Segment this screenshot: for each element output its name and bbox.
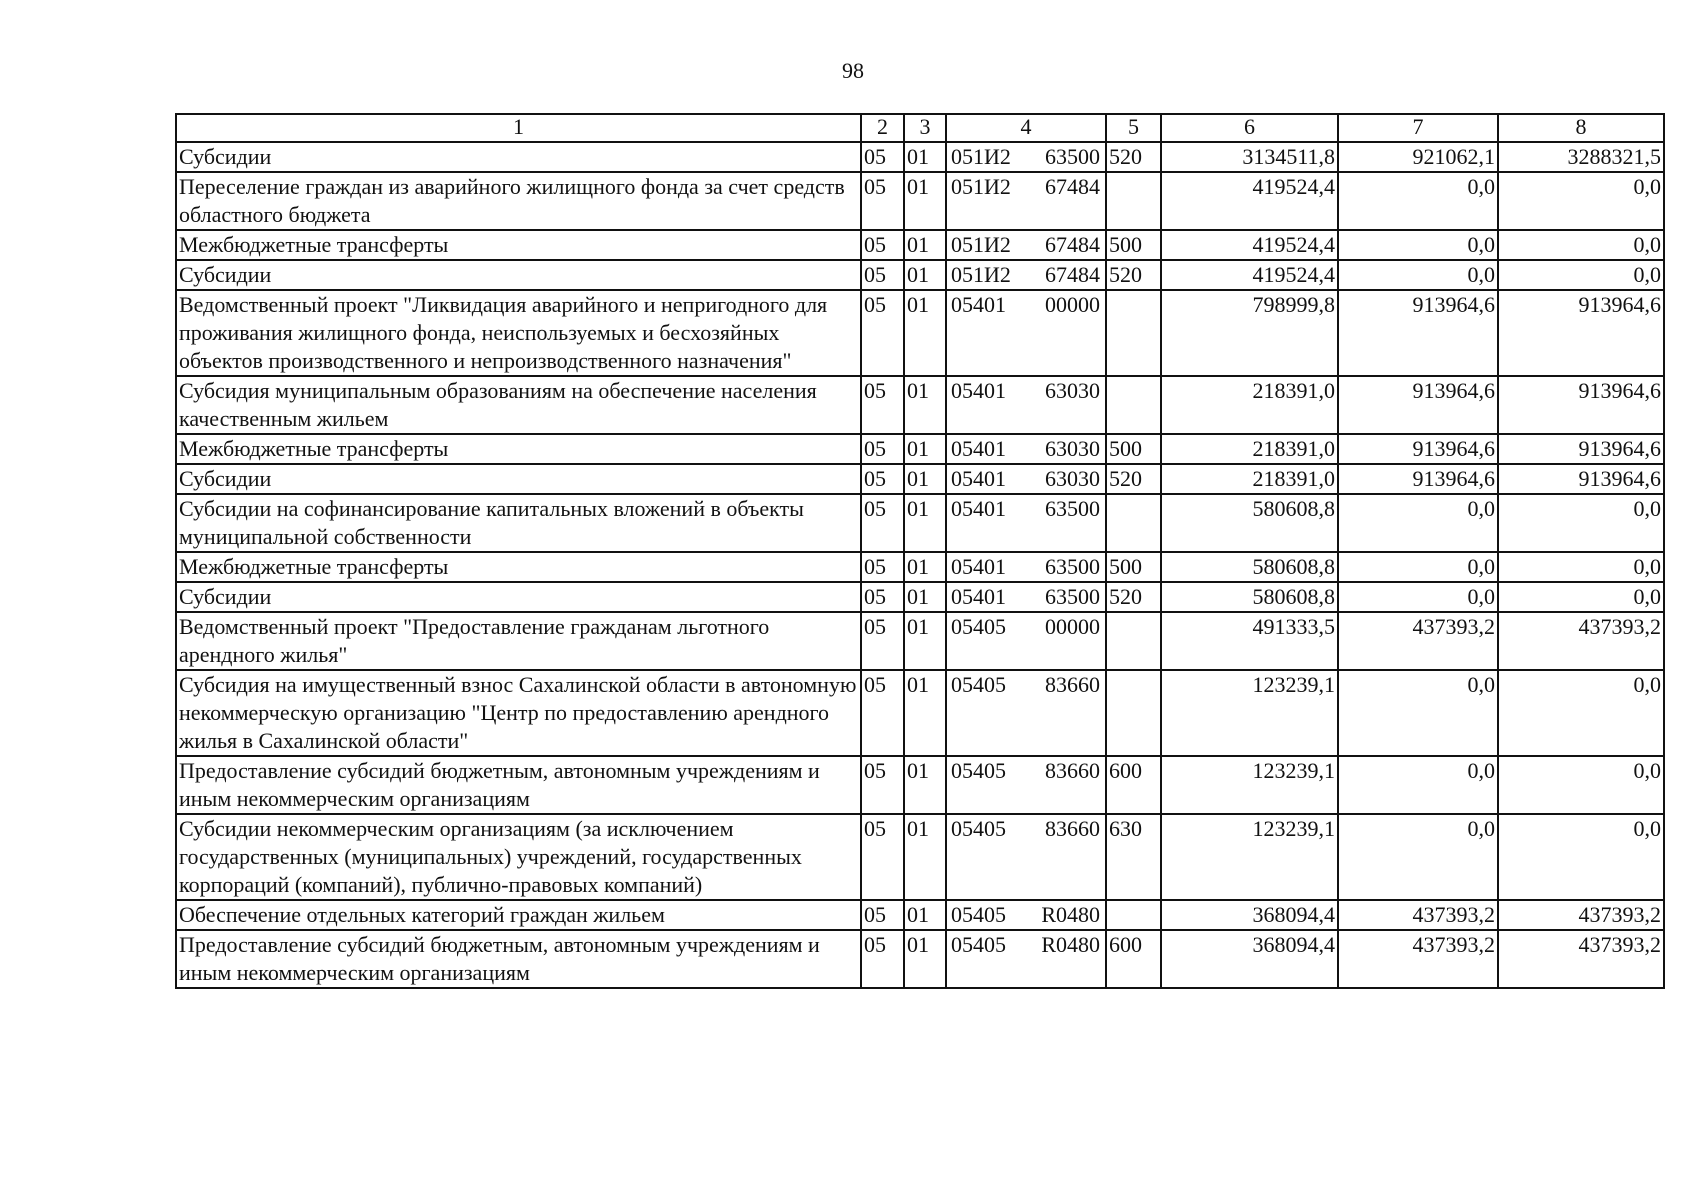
direction-code: 63030 (1045, 436, 1100, 461)
amount-col-7: 0,0 (1338, 670, 1498, 756)
amount-col-6: 123239,1 (1161, 670, 1338, 756)
header-cell-8: 8 (1498, 114, 1664, 142)
target-article-code (946, 900, 1106, 930)
section-code: 05 (861, 464, 904, 494)
table-row (176, 172, 1664, 230)
amount-col-7: 913964,6 (1338, 434, 1498, 464)
row-name: Субсидии на софинансирование капитальных вложений в объекты муниципальной собственности (176, 494, 861, 552)
subsection-code: 01 (904, 434, 946, 464)
direction-code: 63500 (1045, 496, 1100, 521)
amount-col-7: 437393,2 (1338, 900, 1498, 930)
target-article-code (946, 494, 1106, 552)
table-row (176, 142, 1664, 172)
subsection-code: 01 (904, 552, 946, 582)
expense-type-code (1106, 900, 1161, 930)
page-number: 98 (842, 58, 864, 83)
section-code: 05 (861, 670, 904, 756)
table-row (176, 814, 1664, 900)
subsection-code: 01 (904, 464, 946, 494)
row-name: Межбюджетные трансферты (176, 230, 861, 260)
amount-col-6: 491333,5 (1161, 612, 1338, 670)
row-name: Субсидии (176, 464, 861, 494)
header-cell-5: 5 (1106, 114, 1161, 142)
row-name: Переселение граждан из аварийного жилищного фонда за счет средств областного бюджета (176, 172, 861, 230)
direction-code: 63500 (1045, 144, 1100, 169)
subsection-code: 01 (904, 612, 946, 670)
program-code: 05401 (951, 584, 1006, 609)
row-name: Обеспечение отдельных категорий граждан жильем (176, 900, 861, 930)
section-code: 05 (861, 814, 904, 900)
amount-col-8: 913964,6 (1498, 434, 1664, 464)
direction-code: 67484 (1045, 232, 1100, 257)
expense-type-code: 600 (1106, 930, 1161, 988)
table-row (176, 552, 1664, 582)
amount-col-8: 0,0 (1498, 494, 1664, 552)
table-row (176, 230, 1664, 260)
table-row (176, 494, 1664, 552)
target-article-code (946, 814, 1106, 900)
amount-col-8: 913964,6 (1498, 464, 1664, 494)
amount-col-6: 419524,4 (1161, 172, 1338, 230)
target-article-code (946, 612, 1106, 670)
expense-type-code: 520 (1106, 260, 1161, 290)
table-row (176, 930, 1664, 988)
subsection-code: 01 (904, 756, 946, 814)
program-code: 05405 (951, 902, 1006, 927)
row-name: Субсидия муниципальным образованиям на обеспечение населения качественным жильем (176, 376, 861, 434)
target-article-code (946, 142, 1106, 172)
subsection-code: 01 (904, 670, 946, 756)
amount-col-7: 437393,2 (1338, 612, 1498, 670)
expense-type-code: 520 (1106, 142, 1161, 172)
program-code: 05401 (951, 554, 1006, 579)
direction-code: 83660 (1045, 672, 1100, 697)
table-row (176, 582, 1664, 612)
subsection-code: 01 (904, 142, 946, 172)
amount-col-7: 0,0 (1338, 582, 1498, 612)
row-name: Ведомственный проект "Предоставление гражданам льготного арендного жилья" (176, 612, 861, 670)
subsection-code: 01 (904, 376, 946, 434)
section-code: 05 (861, 376, 904, 434)
amount-col-6: 580608,8 (1161, 582, 1338, 612)
amount-col-7: 0,0 (1338, 172, 1498, 230)
direction-code: R0480 (1041, 902, 1100, 927)
table-row (176, 670, 1664, 756)
direction-code: R0480 (1041, 932, 1100, 957)
amount-col-6: 580608,8 (1161, 494, 1338, 552)
direction-code: 00000 (1045, 292, 1100, 317)
amount-col-6: 368094,4 (1161, 930, 1338, 988)
program-code: 051И2 (951, 144, 1011, 169)
amount-col-7: 913964,6 (1338, 376, 1498, 434)
amount-col-6: 123239,1 (1161, 814, 1338, 900)
direction-code: 67484 (1045, 174, 1100, 199)
program-code: 05401 (951, 466, 1006, 491)
row-name: Субсидия на имущественный взнос Сахалинской области в автономную некоммерческую организацию "Центр по предоставлению арендного жилья в Сахалинской области" (176, 670, 861, 756)
subsection-code: 01 (904, 290, 946, 376)
table-body (176, 142, 1664, 988)
expense-type-code: 600 (1106, 756, 1161, 814)
amount-col-8: 0,0 (1498, 670, 1664, 756)
expense-type-code: 630 (1106, 814, 1161, 900)
direction-code: 00000 (1045, 614, 1100, 639)
row-name: Предоставление субсидий бюджетным, автономным учреждениям и иным некоммерческим организациям (176, 756, 861, 814)
row-name: Субсидии некоммерческим организациям (за исключением государственных (муниципальных) учреждений, государственных корпораций (компаний), публично-правовых компаний) (176, 814, 861, 900)
subsection-code: 01 (904, 230, 946, 260)
section-code: 05 (861, 930, 904, 988)
amount-col-8: 0,0 (1498, 230, 1664, 260)
row-name: Субсидии (176, 142, 861, 172)
table-row (176, 464, 1664, 494)
target-article-code (946, 230, 1106, 260)
amount-col-8: 437393,2 (1498, 930, 1664, 988)
amount-col-6: 368094,4 (1161, 900, 1338, 930)
amount-col-7: 0,0 (1338, 814, 1498, 900)
direction-code: 63500 (1045, 584, 1100, 609)
subsection-code: 01 (904, 172, 946, 230)
subsection-code: 01 (904, 814, 946, 900)
subsection-code: 01 (904, 900, 946, 930)
amount-col-7: 0,0 (1338, 260, 1498, 290)
header-cell-3: 3 (904, 114, 946, 142)
amount-col-6: 419524,4 (1161, 230, 1338, 260)
program-code: 05405 (951, 614, 1006, 639)
amount-col-8: 0,0 (1498, 552, 1664, 582)
table-row (176, 900, 1664, 930)
amount-col-8: 0,0 (1498, 582, 1664, 612)
amount-col-7: 921062,1 (1338, 142, 1498, 172)
target-article-code (946, 582, 1106, 612)
expense-type-code (1106, 290, 1161, 376)
expense-type-code (1106, 172, 1161, 230)
amount-col-6: 3134511,8 (1161, 142, 1338, 172)
target-article-code (946, 376, 1106, 434)
program-code: 051И2 (951, 174, 1011, 199)
program-code: 05405 (951, 932, 1006, 957)
expense-type-code (1106, 612, 1161, 670)
program-code: 05401 (951, 436, 1006, 461)
direction-code: 83660 (1045, 758, 1100, 783)
expense-type-code: 500 (1106, 230, 1161, 260)
expense-type-code: 500 (1106, 552, 1161, 582)
amount-col-6: 580608,8 (1161, 552, 1338, 582)
amount-col-8: 0,0 (1498, 756, 1664, 814)
amount-col-6: 798999,8 (1161, 290, 1338, 376)
target-article-code (946, 434, 1106, 464)
amount-col-6: 419524,4 (1161, 260, 1338, 290)
header-row (176, 114, 1664, 142)
amount-col-8: 0,0 (1498, 260, 1664, 290)
amount-col-7: 913964,6 (1338, 290, 1498, 376)
program-code: 05405 (951, 758, 1006, 783)
expense-type-code: 520 (1106, 464, 1161, 494)
table-row (176, 290, 1664, 376)
amount-col-7: 437393,2 (1338, 930, 1498, 988)
header-cell-6: 6 (1161, 114, 1338, 142)
direction-code: 63030 (1045, 378, 1100, 403)
header-cell-4: 4 (946, 114, 1106, 142)
section-code: 05 (861, 230, 904, 260)
amount-col-6: 123239,1 (1161, 756, 1338, 814)
budget-table (175, 113, 1665, 989)
row-name: Ведомственный проект "Ликвидация аварийного и непригодного для проживания жилищного фонда, неиспользуемых и бесхозяйных объектов производственного и непроизводственного назначения" (176, 290, 861, 376)
expense-type-code (1106, 494, 1161, 552)
target-article-code (946, 670, 1106, 756)
table-row (176, 612, 1664, 670)
target-article-code (946, 552, 1106, 582)
amount-col-7: 0,0 (1338, 756, 1498, 814)
section-code: 05 (861, 552, 904, 582)
program-code: 051И2 (951, 262, 1011, 287)
amount-col-8: 913964,6 (1498, 290, 1664, 376)
amount-col-7: 0,0 (1338, 552, 1498, 582)
section-code: 05 (861, 756, 904, 814)
header-cell-7: 7 (1338, 114, 1498, 142)
section-code: 05 (861, 142, 904, 172)
section-code: 05 (861, 612, 904, 670)
expense-type-code: 500 (1106, 434, 1161, 464)
table-row (176, 260, 1664, 290)
header-cell-2: 2 (861, 114, 904, 142)
section-code: 05 (861, 172, 904, 230)
section-code: 05 (861, 900, 904, 930)
target-article-code (946, 464, 1106, 494)
amount-col-8: 3288321,5 (1498, 142, 1664, 172)
target-article-code (946, 756, 1106, 814)
direction-code: 63030 (1045, 466, 1100, 491)
program-code: 05405 (951, 816, 1006, 841)
amount-col-6: 218391,0 (1161, 376, 1338, 434)
section-code: 05 (861, 582, 904, 612)
program-code: 05401 (951, 292, 1006, 317)
section-code: 05 (861, 434, 904, 464)
program-code: 05405 (951, 672, 1006, 697)
target-article-code (946, 930, 1106, 988)
amount-col-8: 437393,2 (1498, 900, 1664, 930)
section-code: 05 (861, 290, 904, 376)
amount-col-8: 913964,6 (1498, 376, 1664, 434)
subsection-code: 01 (904, 494, 946, 552)
row-name: Предоставление субсидий бюджетным, автономным учреждениям и иным некоммерческим организациям (176, 930, 861, 988)
amount-col-6: 218391,0 (1161, 434, 1338, 464)
target-article-code (946, 260, 1106, 290)
program-code: 05401 (951, 378, 1006, 403)
direction-code: 63500 (1045, 554, 1100, 579)
section-code: 05 (861, 260, 904, 290)
amount-col-7: 0,0 (1338, 230, 1498, 260)
amount-col-6: 218391,0 (1161, 464, 1338, 494)
expense-type-code (1106, 376, 1161, 434)
row-name: Межбюджетные трансферты (176, 434, 861, 464)
subsection-code: 01 (904, 930, 946, 988)
program-code: 051И2 (951, 232, 1011, 257)
row-name: Субсидии (176, 582, 861, 612)
amount-col-8: 0,0 (1498, 172, 1664, 230)
direction-code: 83660 (1045, 816, 1100, 841)
subsection-code: 01 (904, 260, 946, 290)
expense-type-code: 520 (1106, 582, 1161, 612)
row-name: Межбюджетные трансферты (176, 552, 861, 582)
section-code: 05 (861, 494, 904, 552)
table-row (176, 434, 1664, 464)
amount-col-7: 0,0 (1338, 494, 1498, 552)
header-cell-1: 1 (176, 114, 861, 142)
row-name: Субсидии (176, 260, 861, 290)
amount-col-8: 0,0 (1498, 814, 1664, 900)
amount-col-7: 913964,6 (1338, 464, 1498, 494)
program-code: 05401 (951, 496, 1006, 521)
subsection-code: 01 (904, 582, 946, 612)
expense-type-code (1106, 670, 1161, 756)
amount-col-8: 437393,2 (1498, 612, 1664, 670)
table-row (176, 756, 1664, 814)
table-row (176, 376, 1664, 434)
target-article-code (946, 172, 1106, 230)
direction-code: 67484 (1045, 262, 1100, 287)
target-article-code (946, 290, 1106, 376)
